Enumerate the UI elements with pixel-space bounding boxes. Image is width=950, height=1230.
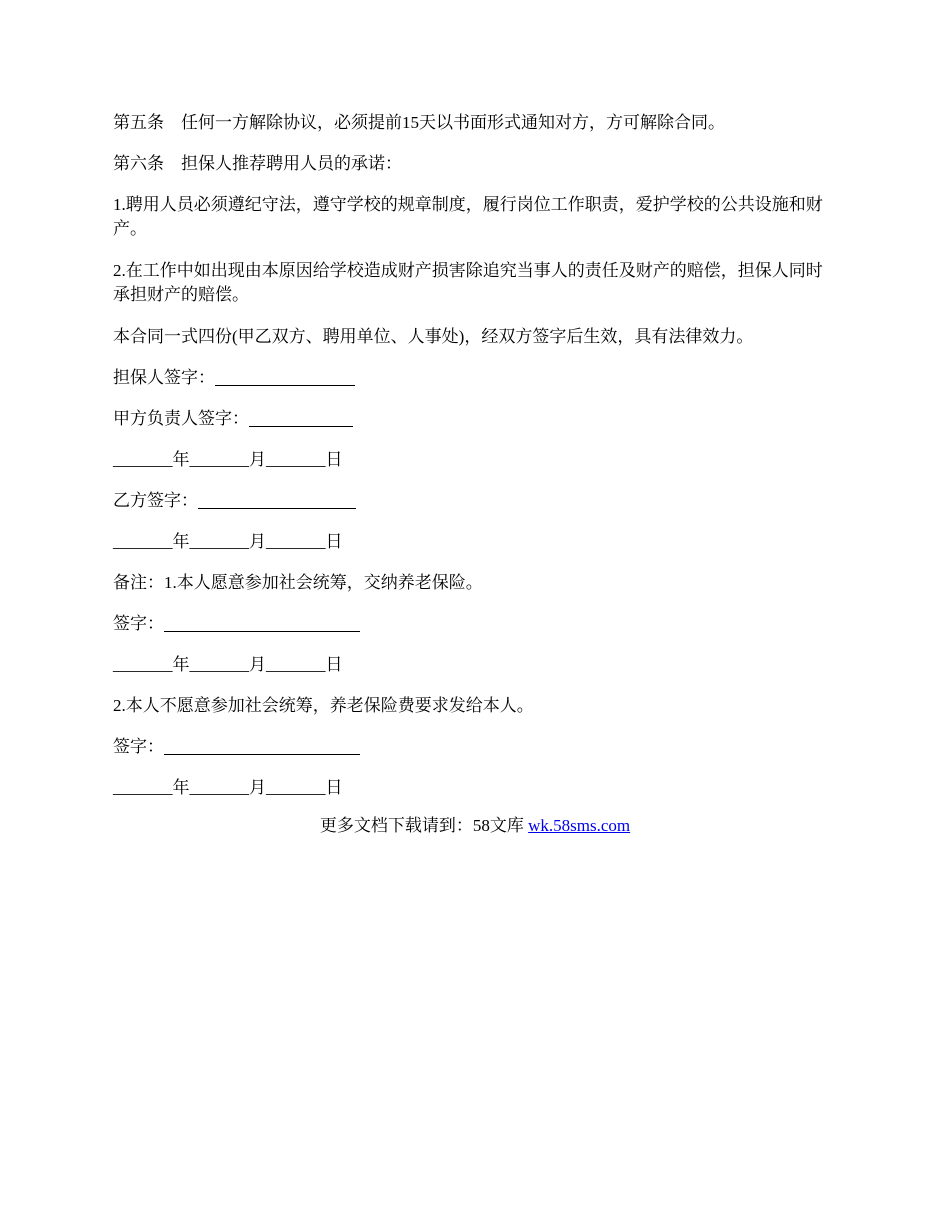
clause-5: 第五条 任何一方解除协议，必须提前15天以书面形式通知对方，方可解除合同。 [113,113,725,132]
clause-6-heading: 第六条 担保人推荐聘用人员的承诺： [113,154,402,173]
footer-link[interactable]: wk.58sms.com [528,816,631,835]
party-a-signature-line [249,409,353,427]
date-line-3: _______年_______月_______日 [113,655,343,674]
signature-label-1: 签字： [113,614,164,633]
date-line-4: _______年_______月_______日 [113,778,343,797]
signature-line-2 [164,737,360,755]
party-a-signature-label: 甲方负责人签字： [113,409,249,428]
guarantor-signature-line [215,368,355,386]
party-b-signature-label: 乙方签字： [113,491,198,510]
copies-clause: 本合同一式四份(甲乙双方、聘用单位、人事处)，经双方签字后生效，具有法律效力。 [113,327,754,346]
date-line-2: _______年_______月_______日 [113,532,343,551]
commitment-item-2: 2.在工作中如出现由本原因给学校造成财产损害除追究当事人的责任及财产的赔偿，担保人同时承担财产的赔偿。 [113,261,823,304]
party-b-signature-line [198,491,356,509]
signature-row-1 [113,612,838,635]
note-item-1: 备注：1.本人愿意参加社会统筹，交纳养老保险。 [113,573,483,592]
footer-text: 更多文档下载请到：58文库 [319,816,529,835]
date-line-1: _______年_______月_______日 [113,450,343,469]
footer [0,814,950,837]
signature-line-1 [164,614,360,632]
party-b-signature-row [113,489,838,512]
signature-row-2 [113,735,838,758]
guarantor-signature-label: 担保人签字： [113,368,215,387]
signature-label-2: 签字： [113,737,164,756]
commitment-item-1: 1.聘用人员必须遵纪守法，遵守学校的规章制度，履行岗位工作职责，爱护学校的公共设施和财产。 [113,195,823,238]
party-a-signature-row [113,407,838,430]
document-body [113,111,838,817]
note-item-2: 2.本人不愿意参加社会统筹，养老保险费要求发给本人。 [113,696,534,715]
guarantor-signature-row [113,366,838,389]
